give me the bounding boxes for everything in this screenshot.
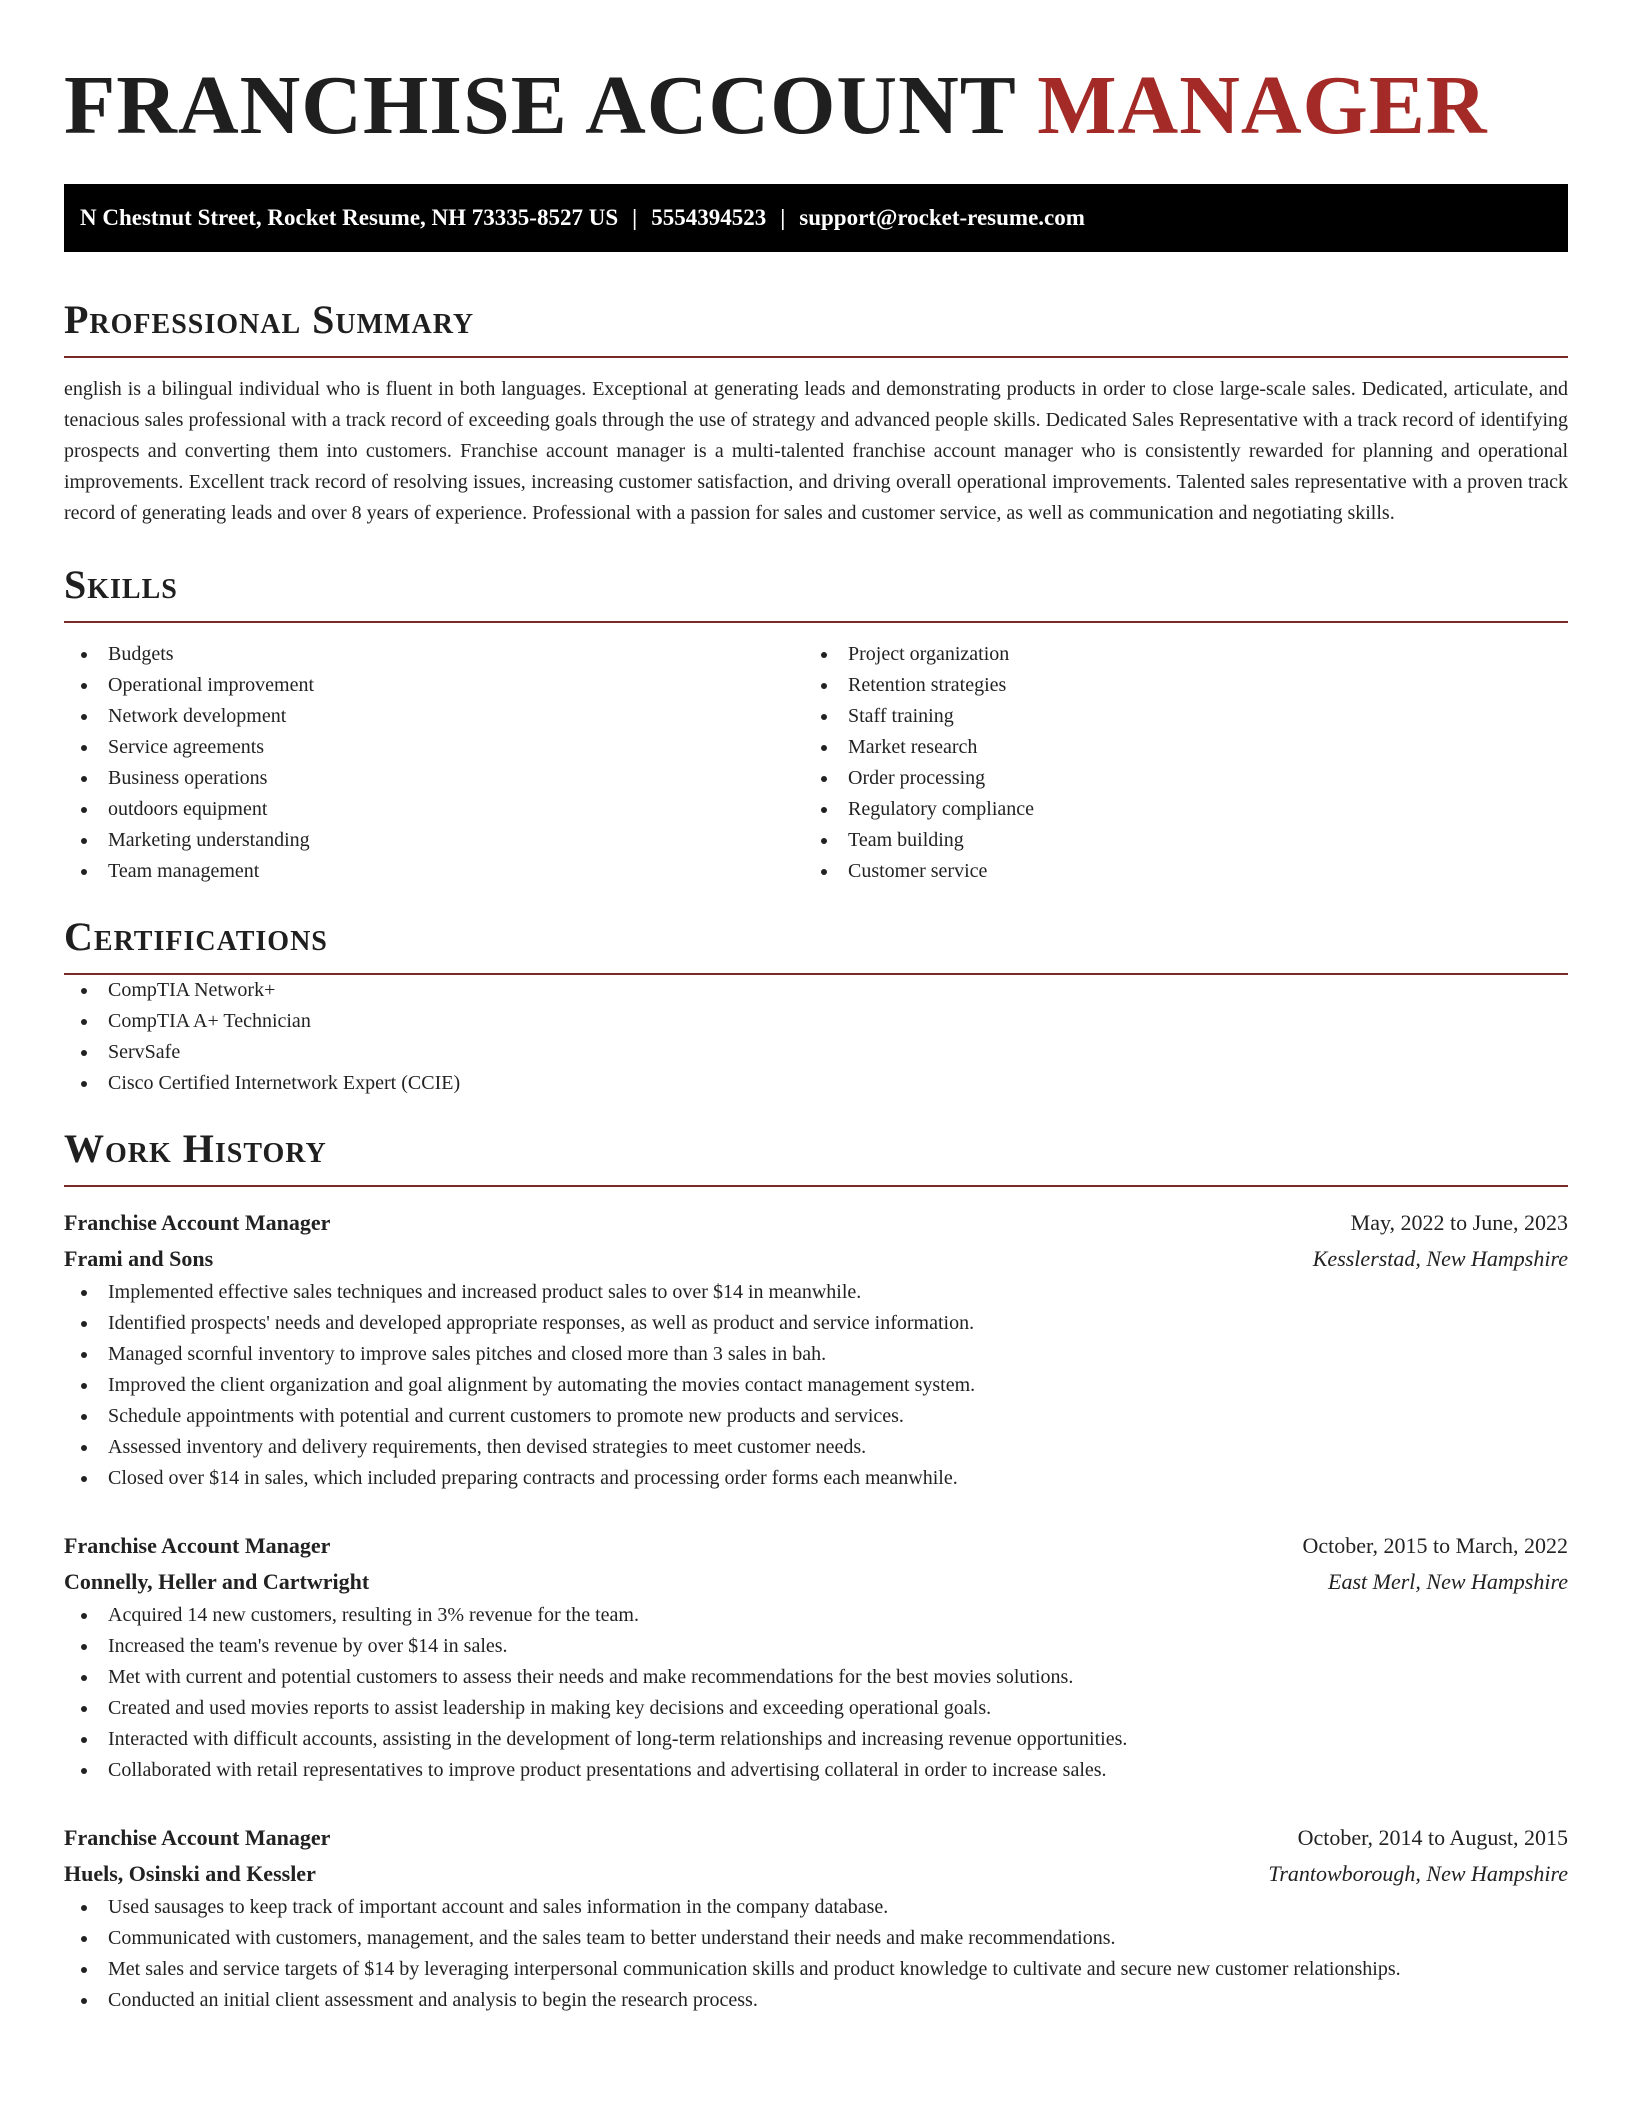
skills-heading: Skills <box>64 561 1568 623</box>
certification-item: ServSafe <box>64 1037 1568 1068</box>
job-dates: May, 2022 to June, 2023 <box>1350 1210 1568 1235</box>
skill-item: Service agreements <box>64 732 804 763</box>
job-bullet: Met with current and potential customers to assess their needs and make recommendations for the best movies solutions. <box>64 1662 1568 1693</box>
job-bullet: Acquired 14 new customers, resulting in 3% revenue for the team. <box>64 1600 1568 1631</box>
skill-item: Retention strategies <box>804 670 1544 701</box>
job-bullet: Improved the client organization and goal alignment by automating the movies contact management system. <box>64 1370 1568 1401</box>
skill-item: Operational improvement <box>64 670 804 701</box>
job-row-company <box>64 1564 1568 1600</box>
certification-item: CompTIA A+ Technician <box>64 1006 1568 1037</box>
job-entry <box>64 1820 1568 2016</box>
job-bullet: Closed over $14 in sales, which included preparing contracts and processing order forms each meanwhile. <box>64 1463 1568 1494</box>
job-bullet: Interacted with difficult accounts, assisting in the development of long-term relationships and increasing revenue opportunities. <box>64 1724 1568 1755</box>
contact-address: N Chestnut Street, Rocket Resume, NH 73335-8527 US <box>80 205 619 230</box>
job-row-company <box>64 1241 1568 1277</box>
job-dates: October, 2014 to August, 2015 <box>1297 1825 1568 1850</box>
job-bullets <box>64 1892 1568 2016</box>
skill-item: Network development <box>64 701 804 732</box>
job-row-title <box>64 1528 1568 1564</box>
job-company: Frami and Sons <box>64 1246 214 1271</box>
job-company: Huels, Osinski and Kessler <box>64 1861 316 1886</box>
contact-email[interactable]: support@rocket-resume.com <box>799 205 1085 230</box>
job-bullets <box>64 1277 1568 1494</box>
summary-heading: Professional Summary <box>64 296 1568 358</box>
title-main: FRANCHISE ACCOUNT <box>64 59 1016 152</box>
skill-item: Marketing understanding <box>64 825 804 856</box>
skill-item: Staff training <box>804 701 1544 732</box>
job-bullet: Implemented effective sales techniques and increased product sales to over $14 in meanwhile. <box>64 1277 1568 1308</box>
skill-item: Team management <box>64 856 804 887</box>
job-bullet: Met sales and service targets of $14 by leveraging interpersonal communication skills and product knowledge to cultivate and secure new customer relationships. <box>64 1954 1568 1985</box>
job-bullet: Schedule appointments with potential and current customers to promote new products and services. <box>64 1401 1568 1432</box>
job-title: Franchise Account Manager <box>64 1210 331 1235</box>
job-location: Kesslerstad, New Hampshire <box>1312 1246 1568 1271</box>
job-bullet: Increased the team's revenue by over $14 in sales. <box>64 1631 1568 1662</box>
skill-item: Order processing <box>804 763 1544 794</box>
title-accent: MANAGER <box>1037 59 1488 152</box>
skills-list-left <box>64 639 804 887</box>
job-title: Franchise Account Manager <box>64 1825 331 1850</box>
job-dates: October, 2015 to March, 2022 <box>1302 1533 1568 1558</box>
resume-title <box>64 56 1568 156</box>
skill-item: Business operations <box>64 763 804 794</box>
resume-page <box>64 0 1568 2016</box>
job-bullet: Collaborated with retail representatives to improve product presentations and advertising collateral in order to increase sales. <box>64 1755 1568 1786</box>
contact-phone: 5554394523 <box>651 205 767 230</box>
job-row-company <box>64 1856 1568 1892</box>
skill-item: Market research <box>804 732 1544 763</box>
job-bullet: Created and used movies reports to assist leadership in making key decisions and exceeding operational goals. <box>64 1693 1568 1724</box>
job-entry <box>64 1528 1568 1786</box>
skill-item: Customer service <box>804 856 1544 887</box>
certification-item: Cisco Certified Internetwork Expert (CCIE) <box>64 1068 1568 1099</box>
job-location: Trantowborough, New Hampshire <box>1268 1861 1568 1886</box>
job-title: Franchise Account Manager <box>64 1533 331 1558</box>
skill-item: outdoors equipment <box>64 794 804 825</box>
job-bullet: Identified prospects' needs and developed appropriate responses, as well as product and service information. <box>64 1308 1568 1339</box>
job-row-title <box>64 1820 1568 1856</box>
certification-item: CompTIA Network+ <box>64 975 1568 1006</box>
job-bullet: Communicated with customers, management, and the sales team to better understand their needs and make recommendations. <box>64 1923 1568 1954</box>
job-bullet: Assessed inventory and delivery requirements, then devised strategies to meet customer needs. <box>64 1432 1568 1463</box>
contact-bar <box>64 184 1568 252</box>
skill-item: Team building <box>804 825 1544 856</box>
certifications-heading: Certifications <box>64 913 1568 975</box>
summary-text: english is a bilingual individual who is fluent in both languages. Exceptional at generating leads and demonstrating products in order to close large-scale sales. Dedicated, articulate, and tenacious sales professional with a track record of exceeding goals through the use of strategy and advanced people skills. Dedicated Sales Representative with a track record of identifying prospects and converting them into customers. Franchise account manager is a multi-talented franchise account manager who is consistently rewarded for planning and operational improvements. Excellent track record of resolving issues, increasing customer satisfaction, and driving overall operational improvements. Talented sales representative with a proven track record of generating leads and over 8 years of experience. Professional with a passion for sales and customer service, as well as communication and negotiating skills. <box>64 378 1568 524</box>
job-location: East Merl, New Hampshire <box>1328 1569 1568 1594</box>
skill-item: Project organization <box>804 639 1544 670</box>
job-bullet: Conducted an initial client assessment and analysis to begin the research process. <box>64 1985 1568 2016</box>
skill-item: Budgets <box>64 639 804 670</box>
skills-grid <box>64 639 1568 887</box>
job-bullet: Managed scornful inventory to improve sales pitches and closed more than 3 sales in bah. <box>64 1339 1568 1370</box>
skills-list-right <box>804 639 1544 887</box>
job-company: Connelly, Heller and Cartwright <box>64 1569 370 1594</box>
skill-item: Regulatory compliance <box>804 794 1544 825</box>
job-entry <box>64 1205 1568 1494</box>
work-history-heading: Work History <box>64 1125 1568 1187</box>
contact-separator: | <box>632 205 638 230</box>
job-bullets <box>64 1600 1568 1786</box>
contact-separator: | <box>780 205 786 230</box>
job-bullet: Used sausages to keep track of important account and sales information in the company database. <box>64 1892 1568 1923</box>
job-row-title <box>64 1205 1568 1241</box>
certifications-list <box>64 975 1568 1099</box>
